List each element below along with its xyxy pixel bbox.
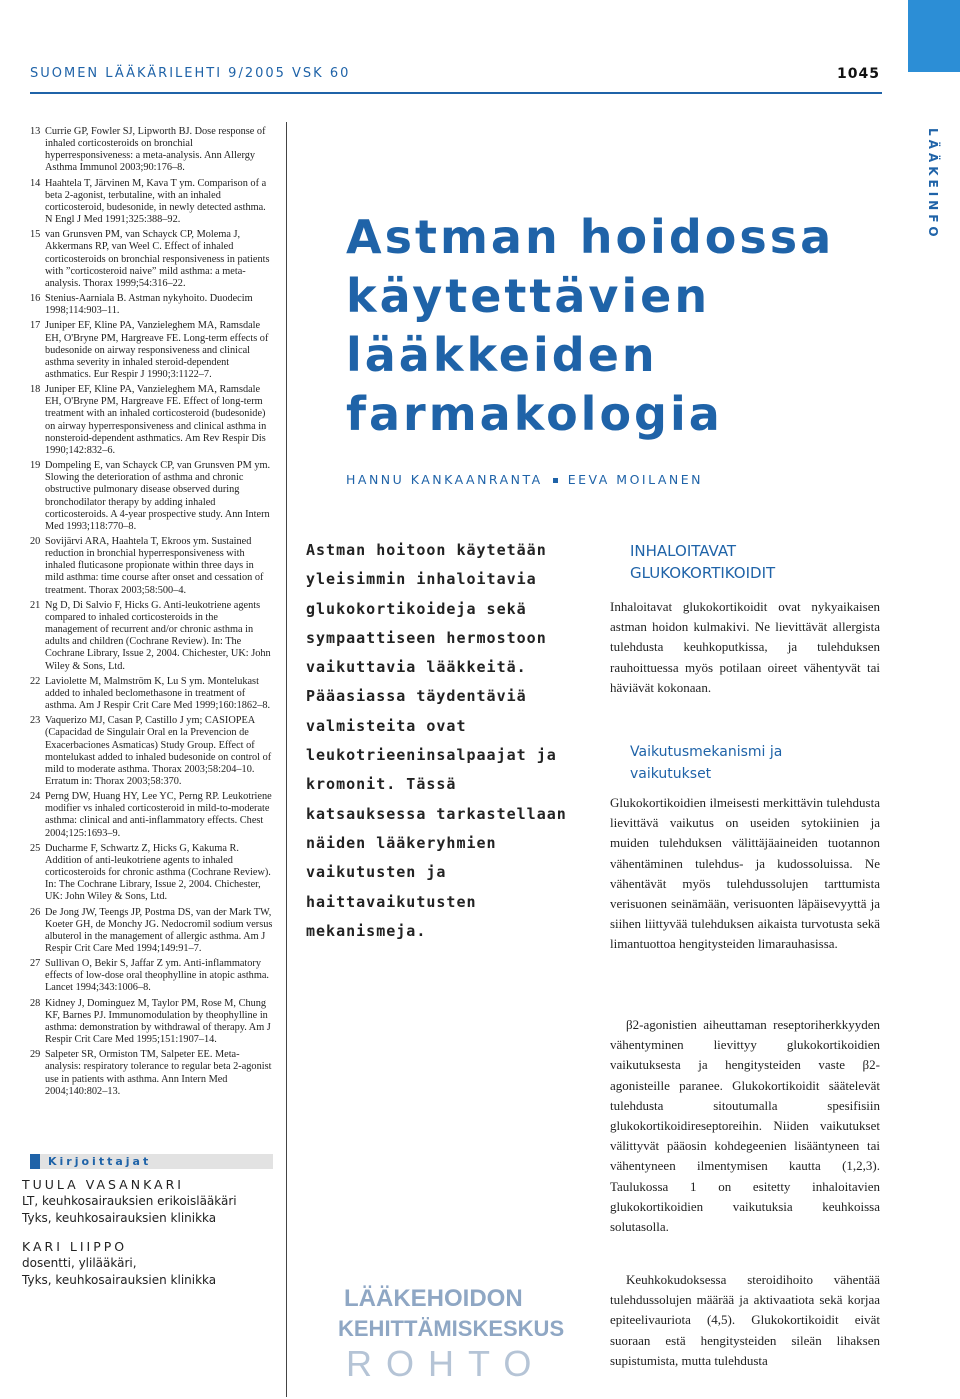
logo-line-2: KEHITTÄMISKESKUS	[338, 1316, 565, 1341]
reference-item	[30, 1049, 273, 1098]
article-title	[346, 208, 906, 444]
reference-text: van Grunsven PM, van Schayck CP, Molema J, Akkermans RP, van Weel C. Effect of inhaled corticosteroids on bronchial responsiveness in patients with ”corticosteroid naive” mild asthma: a meta-analysis. Thorax 1999;54:316–22.	[45, 229, 270, 289]
byline-separator	[553, 478, 558, 483]
reference-number: 19	[30, 460, 41, 472]
reference-item	[30, 293, 273, 317]
reference-text: Juniper EF, Kline PA, Vanzieleghem MA, Ramsdale EH, O'Bryne PM, Hargreave FE. Effect of long-term treatment with an inhaled corticosteroid (budesonide) on airway hyperresponsiveness and clinical asthma in nonsteroid-dependent asthmatics. Am Rev Respir Dis 1990;142:832–6.	[45, 384, 267, 456]
author-title: LT, keuhkosairauksien erikoislääkäri	[22, 1194, 237, 1208]
heading-line: GLUKOKORTIKOIDIT	[630, 564, 776, 582]
byline-author-2: EEVA MOILANEN	[567, 472, 704, 487]
reference-list	[30, 126, 273, 1101]
reference-item	[30, 843, 273, 904]
authors-label-box	[30, 1154, 273, 1169]
section-heading-inhaled-glucocorticoids	[630, 540, 890, 584]
reference-text: Juniper EF, Kline PA, Vanzieleghem MA, Ramsdale EH, O'Bryne PM, Hargreave FE. Long-term effects of budesonide on airway responsiveness and clinical asthma severity in inhaled steroid-dependent asthmatics. Eur Respir J 1990;3:1122–7.	[45, 320, 269, 380]
reference-text: Salpeter SR, Ormiston TM, Salpeter EE. Meta-analysis: respiratory tolerance to regular beta 2-agonist use in patients with asthma. Ann Intern Med 2004;140:802–13.	[45, 1049, 272, 1097]
column-divider	[286, 122, 287, 1397]
title-line: lääkkeiden	[346, 328, 658, 382]
reference-item	[30, 536, 273, 597]
reference-number: 15	[30, 229, 41, 241]
reference-text: Vaquerizo MJ, Casan P, Castillo J ym; CASIOPEA (Capacidad de Singulair Oral en la Prevencion de Exacerbaciones Asmaticas) Study Group. Effect of montelukast added to inhaled budesonide on control of mild to moderate asthma. Thorax 2003;58:204–10. Erratum in: Thorax 2003;58:370.	[45, 715, 272, 787]
reference-item	[30, 958, 273, 994]
heading-line: INHALOITAVAT	[630, 542, 737, 560]
page-header	[30, 66, 882, 86]
reference-item	[30, 907, 273, 956]
reference-item	[30, 320, 273, 381]
author-name: TUULA VASANKARI	[22, 1177, 184, 1192]
reference-text: Perng DW, Huang HY, Lee YC, Perng RP. Leukotriene modifier vs inhaled corticosteroid in mild-to-moderate asthma: clinical and anti-inflammatory effects. Chest 2004;125:1693–9.	[45, 791, 272, 839]
reference-text: Sullivan O, Bekir S, Jaffar Z ym. Anti-inflammatory effects of low-dose oral theophylline in atopic asthma. Lancet 1994;343:1006–8.	[45, 958, 269, 994]
reference-item	[30, 384, 273, 457]
author-block-2	[22, 1238, 282, 1289]
reference-text: De Jong JW, Teengs JP, Postma DS, van der Mark TW, Koeter GH, de Monchy JG. Nedocromil sodium versus albuterol in the management of allergic asthma. Am J Respir Crit Care Med 1994;149:91–7.	[45, 906, 273, 954]
header-rule	[30, 92, 882, 94]
reference-item	[30, 460, 273, 533]
reference-number: 13	[30, 126, 41, 137]
reference-number: 22	[30, 675, 41, 687]
reference-number: 16	[30, 293, 41, 305]
body-paragraph-4: Keuhkokudoksessa steroidihoito vähentää tulehdussolujen määrää ja aktivaatiota sekä korjaa epiteelivauriota (4,5). Glukokortikoidit eivät suoraan estä hengitysteiden sileän lihaksen supistumista, mutta tulehdusta	[610, 1272, 880, 1368]
reference-item	[30, 715, 273, 788]
title-line: Astman hoidossa	[346, 210, 835, 264]
reference-item	[30, 676, 273, 712]
title-line: käytettävien	[346, 269, 711, 323]
reference-item	[30, 229, 273, 290]
reference-item	[30, 791, 273, 840]
logo-line-1: LÄÄKEHOIDON	[344, 1285, 523, 1312]
reference-text: Ducharme F, Schwartz Z, Hicks G, Kakuma R. Addition of anti-leukotriene agents to inhaled corticosteroids for chronic asthma (Cochrane Review). In: The Cochrane Library, Issue 2, 2004. Chichester, UK: John Wiley & Sons, Ltd.	[45, 842, 271, 903]
author-title: dosentti, ylilääkäri,	[22, 1256, 137, 1270]
reference-text: Ng D, Di Salvio F, Hicks G. Anti-leukotriene agents compared to inhaled corticosteroids in the management of recurrent and/or chronic asthma in adults and children (Cochrane Review). In: The Cochrane Library, Issue 2, 2004. Chichester, UK: John Wiley & Sons, Ltd.	[45, 599, 271, 672]
reference-number: 26	[30, 906, 41, 918]
author-name: KARI LIIPPO	[22, 1239, 128, 1254]
rohto-logo	[336, 1276, 565, 1386]
subheading-mechanism	[630, 741, 890, 785]
title-line: farmakologia	[346, 387, 723, 441]
heading-line: vaikutukset	[630, 766, 712, 782]
heading-line: Vaikutusmekanismi ja	[630, 744, 783, 760]
reference-text: Currie GP, Fowler SJ, Lipworth BJ. Dose response of inhaled corticosteroids on bronchial hyperresponsiveness: a meta-analysis. Ann Allergy Asthma Immunol 2003;90:176–8.	[45, 126, 266, 174]
reference-number: 27	[30, 958, 41, 970]
body-paragraph-1: Inhaloitavat glukokortikoidit ovat nykyaikaisen astman hoidon kulmakivi. Ne lievittävät allergista tulehdusta keuhkoputkissa, ja tulehduksen rauhoittuessa myös potilaan oireet vähentyvät tai häviävät kokonaan.	[610, 599, 880, 695]
body-paragraph-2: Glukokortikoidien ilmeisesti merkittävin tulehdusta lievittävä vaikutus on useiden sytokiinien ja muiden tulehduksen välittäjäaineiden tuotannon vähentäminen tulehdus- ja kudossoluissa. Ne vähentävät myös tulehdussolujen tarttumista verisuonen seinämään, verisuonten läpäisevyyttä ja siihen liittyvää tulehduksen aikaista turvotusta sekä limantuottoa hengitysteiden limarauhasissa.	[610, 795, 880, 952]
logo-line-3: ROHTO	[346, 1343, 546, 1384]
reference-number: 17	[30, 320, 41, 332]
body-paragraph-3: β2-agonistien aiheuttaman reseptoriherkkyyden vähentyminen lievittyy glukokortikoidien vaikutuksesta ja hengitysteiden vaste β2-agonisteille paranee. Glukokortikoidit säätelevät tulehdusta sitoutumalla spesifisiin glukokortikoidireseptoreihin. Niiden vaikutukset välittyvät pääosin kohdegeenien lisääntyneen tai vähentyneen ilmentymisen kautta (1,2,3). Taulukossa 1 on esitetty inhaloitavien glukokortikoidien vaikutuksia keuhkoissa solutasolla.	[610, 1017, 880, 1235]
reference-number: 14	[30, 177, 41, 189]
section-color-tab	[908, 0, 960, 72]
reference-item	[30, 126, 273, 175]
reference-text: Sovijärvi ARA, Haahtela T, Ekroos ym. Sustained reduction in bronchial hyperresponsiveness with inhaled fluticasone propionate within three days in mild asthma: time course after onset and cessation of treatment. Thorax 2003;58:500–4.	[45, 536, 264, 596]
byline-author-1: HANNU KANKAANRANTA	[346, 472, 543, 487]
reference-number: 18	[30, 384, 41, 396]
reference-number: 24	[30, 791, 41, 803]
page-number: 1045	[837, 66, 880, 82]
article-byline	[346, 472, 906, 487]
journal-name: SUOMEN LÄÄKÄRILEHTI 9/2005 VSK 60	[30, 66, 351, 81]
reference-text: Dompeling E, van Schayck CP, van Grunsven PM ym. Slowing the deterioration of asthma and chronic obstructive pulmonary disease observed during bronchodilator therapy by adding inhaled corticosteroids. A 4-year prospective study. Ann Intern Med 1993;118:770–8.	[45, 460, 271, 532]
section-label: LÄÄKEINFO	[926, 128, 940, 241]
reference-number: 23	[30, 715, 41, 727]
author-affiliation: Tyks, keuhkosairauksien klinikka	[22, 1273, 217, 1287]
reference-number: 25	[30, 842, 41, 854]
authors-label-marker	[30, 1154, 40, 1169]
reference-text: Haahtela T, Järvinen M, Kava T ym. Comparison of a beta 2-agonist, terbutaline, with an inhaled corticosteroid, budesonide, in newly detected asthma. N Engl J Med 1991;325:388–92.	[45, 177, 267, 226]
author-affiliation: Tyks, keuhkosairauksien klinikka	[22, 1211, 217, 1225]
reference-number: 20	[30, 536, 41, 547]
author-block-1	[22, 1176, 282, 1227]
reference-number: 29	[30, 1049, 41, 1061]
reference-item	[30, 178, 273, 227]
authors-label: Kirjoittajat	[48, 1155, 152, 1168]
reference-text: Laviolette M, Malmström K, Lu S ym. Montelukast added to inhaled beclomethasone in treatment of asthma. Am J Respir Crit Care Med 1999;160:1862–8.	[45, 675, 271, 712]
article-lead: Astman hoitoon käytetään yleisimmin inhaloitavia glukokortikoideja sekä sympaattiseen hermostoon vaikuttavia lääkkeitä. Pääasiassa täydentäviä valmisteita ovat leukotrieeninsalpaajat ja kromonit. Tässä katsauksessa tarkastellaan näiden lääkeryhmien vaikutusten ja haittavaikutusten mekanismeja.	[306, 541, 567, 940]
reference-number: 21	[30, 599, 41, 611]
reference-text: Stenius-Aarniala B. Astman nykyhoito. Duodecim 1998;114:903–11.	[45, 293, 253, 317]
reference-item	[30, 600, 273, 673]
reference-number: 28	[30, 997, 41, 1009]
reference-item	[30, 998, 273, 1047]
reference-text: Kidney J, Dominguez M, Taylor PM, Rose M, Chung KF, Barnes PJ. Immunomodulation by theophylline in asthma: demonstration by withdrawal of therapy. Am J Respir Crit Care Med 1995;151:1907–14.	[45, 997, 271, 1046]
